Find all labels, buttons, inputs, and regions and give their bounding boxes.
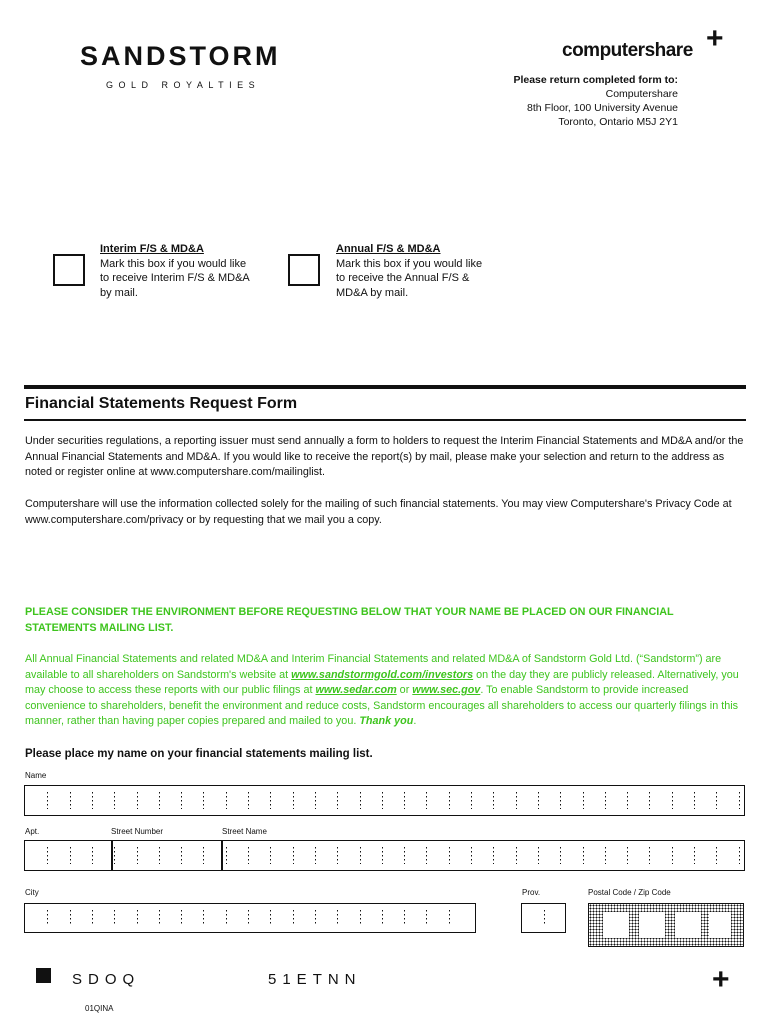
cell-divider: [404, 792, 405, 809]
thank-you: Thank you: [359, 715, 414, 727]
cell-divider: [672, 847, 673, 864]
footer-code-left: SDOQ: [72, 971, 141, 988]
city-label: City: [25, 888, 39, 897]
cell-divider: [70, 792, 71, 809]
cell-divider: [493, 847, 494, 864]
env-text-4: . To enable Sandstorm to provide increased convenience to shareholders, benefit the environment and reduce costs, Sandstorm encourages all shareholders to access our quarterly filings in this manner, rather than having paper copies prepared and mailed to you.: [25, 684, 738, 727]
computershare-logo: computershare: [562, 40, 693, 61]
cell-divider: [337, 910, 338, 926]
cell-divider: [360, 792, 361, 809]
registration-mark-top-right: +: [706, 22, 724, 55]
cell-divider: [293, 847, 294, 864]
interim-checkbox[interactable]: [53, 254, 85, 286]
env-text-2: on the day they are publicly released. Alternatively, you may choose to access these reports with our public filings at: [25, 668, 739, 696]
cell-divider: [493, 792, 494, 809]
postal-cell-1: [603, 912, 629, 938]
cell-divider: [47, 847, 48, 864]
registration-square: [36, 968, 51, 983]
cell-divider: [159, 792, 160, 809]
cell-divider: [449, 847, 450, 864]
cell-divider: [159, 847, 160, 864]
cell-divider: [226, 792, 227, 809]
cell-divider: [560, 847, 561, 864]
cell-divider: [114, 847, 115, 864]
name-field[interactable]: [24, 785, 745, 816]
cell-divider: [449, 910, 450, 926]
cell-divider: [544, 910, 545, 926]
cell-divider: [627, 792, 628, 809]
postal-code-field[interactable]: [588, 903, 744, 947]
cell-divider: [404, 847, 405, 864]
sec-link[interactable]: www.sec.gov: [412, 684, 481, 696]
title-rule-bottom: [24, 419, 746, 421]
postal-cell-2: [639, 912, 665, 938]
cell-divider: [293, 792, 294, 809]
cell-divider: [114, 910, 115, 926]
form-id: 01QINA: [85, 1004, 114, 1013]
cell-divider: [248, 910, 249, 926]
cell-divider: [471, 792, 472, 809]
cell-divider: [739, 792, 740, 809]
cell-divider: [360, 910, 361, 926]
sandstorm-logo: SANDSTORM: [80, 41, 281, 71]
environment-heading: PLEASE CONSIDER THE ENVIRONMENT BEFORE REQUESTING BELOW THAT YOUR NAME BE PLACED ON OUR FINANCIAL STATEMENTS MAILING LIST.: [25, 606, 674, 634]
cell-divider: [315, 847, 316, 864]
cell-divider: [471, 847, 472, 864]
cell-divider: [337, 847, 338, 864]
cell-divider: [360, 847, 361, 864]
cell-divider: [627, 847, 628, 864]
cell-divider: [137, 910, 138, 926]
cell-divider: [605, 847, 606, 864]
cell-divider: [70, 910, 71, 926]
cell-divider: [293, 910, 294, 926]
cell-divider: [382, 910, 383, 926]
annual-option: [336, 242, 488, 300]
return-line-1: Computershare: [605, 88, 678, 100]
cell-divider: [426, 847, 427, 864]
annual-text: Mark this box if you would like to receive the Annual F/S & MD&A by mail.: [336, 257, 483, 299]
footer-code-right: 51ETNN: [268, 971, 362, 988]
cell-divider: [739, 847, 740, 864]
cell-divider: [137, 847, 138, 864]
cell-divider: [516, 792, 517, 809]
cell-divider: [449, 792, 450, 809]
cell-divider: [337, 792, 338, 809]
cell-divider: [560, 792, 561, 809]
cell-divider: [583, 792, 584, 809]
sedar-link[interactable]: www.sedar.com: [315, 684, 397, 696]
cell-divider: [92, 792, 93, 809]
cell-divider: [226, 847, 227, 864]
cell-divider: [382, 847, 383, 864]
return-line-2: 8th Floor, 100 University Avenue: [527, 102, 678, 114]
cell-divider: [270, 792, 271, 809]
annual-title: Annual F/S & MD&A: [336, 243, 441, 255]
interim-option: [100, 242, 250, 300]
address-field[interactable]: [24, 840, 745, 871]
cell-divider: [70, 847, 71, 864]
cell-divider: [270, 847, 271, 864]
registration-mark-bottom-right: +: [712, 963, 730, 996]
interim-text: Mark this box if you would like to receive Interim F/S & MD&A by mail.: [100, 257, 250, 299]
cell-divider: [226, 910, 227, 926]
name-label: Name: [25, 771, 47, 780]
cell-divider: [404, 910, 405, 926]
cell-divider: [649, 792, 650, 809]
env-text-3: or: [396, 684, 413, 696]
postal-cell-3: [675, 912, 701, 938]
cell-divider: [694, 792, 695, 809]
prov-label: Prov.: [522, 888, 541, 897]
cell-divider: [716, 847, 717, 864]
cell-divider: [92, 910, 93, 926]
cell-divider: [47, 792, 48, 809]
interim-title: Interim F/S & MD&A: [100, 243, 204, 255]
street-number-divider: [221, 841, 223, 870]
postal-label: Postal Code / Zip Code: [588, 888, 671, 897]
cell-divider: [382, 792, 383, 809]
cell-divider: [248, 847, 249, 864]
cell-divider: [315, 792, 316, 809]
cell-divider: [716, 792, 717, 809]
env-text-5: .: [413, 715, 417, 727]
postal-cell-4: [709, 912, 731, 938]
cell-divider: [694, 847, 695, 864]
regulation-paragraph: Under securities regulations, a reporting issuer must send annually a form to holders to request the Interim Financial Statements and MD&A and/or the Annual Financial Statements and MD&A. If you would like to receive the report(s) by mail, please make your selection and return to the address as noted or register online at www.computershare.com/mailinglist.: [25, 435, 744, 478]
cell-divider: [248, 792, 249, 809]
form-title: Financial Statements Request Form: [25, 395, 298, 412]
cell-divider: [605, 792, 606, 809]
apt-divider: [111, 841, 113, 870]
cell-divider: [538, 792, 539, 809]
annual-checkbox[interactable]: [288, 254, 320, 286]
cell-divider: [426, 910, 427, 926]
cell-divider: [270, 910, 271, 926]
privacy-paragraph: Computershare will use the information collected solely for the mailing of such financial statements. You may view Computershare's Privacy Code at www.computershare.com/privacy or by requesting that we mail you a copy.: [25, 498, 732, 526]
environment-paragraph: [25, 652, 745, 730]
cell-divider: [114, 792, 115, 809]
mailing-prompt: Please place my name on your financial statements mailing list.: [25, 748, 373, 760]
prov-field[interactable]: [521, 903, 566, 933]
apt-label: Apt.: [25, 827, 40, 836]
cell-divider: [159, 910, 160, 926]
cell-divider: [92, 847, 93, 864]
return-line-3: Toronto, Ontario M5J 2Y1: [558, 116, 678, 128]
sandstorm-investors-link[interactable]: www.sandstormgold.com/investors: [291, 668, 474, 681]
street-name-label: Street Name: [222, 827, 267, 836]
cell-divider: [47, 910, 48, 926]
city-field[interactable]: [24, 903, 476, 933]
cell-divider: [137, 792, 138, 809]
cell-divider: [203, 792, 204, 809]
street-number-label: Street Number: [111, 827, 164, 836]
cell-divider: [203, 847, 204, 864]
cell-divider: [672, 792, 673, 809]
cell-divider: [181, 847, 182, 864]
cell-divider: [203, 910, 204, 926]
cell-divider: [426, 792, 427, 809]
cell-divider: [583, 847, 584, 864]
cell-divider: [181, 792, 182, 809]
sandstorm-tagline: GOLD ROYALTIES: [106, 80, 261, 90]
cell-divider: [649, 847, 650, 864]
cell-divider: [181, 910, 182, 926]
return-heading: Please return completed form to:: [513, 74, 678, 86]
cell-divider: [516, 847, 517, 864]
cell-divider: [315, 910, 316, 926]
title-rule-top: [24, 385, 746, 389]
cell-divider: [538, 847, 539, 864]
return-address: [513, 73, 678, 129]
env-text-1: All Annual Financial Statements and related MD&A and Interim Financial Statements and related MD&A of Sandstorm Gold Ltd. (“Sandstorm”) are available to all shareholders on Sandstorm's website at: [25, 653, 722, 681]
